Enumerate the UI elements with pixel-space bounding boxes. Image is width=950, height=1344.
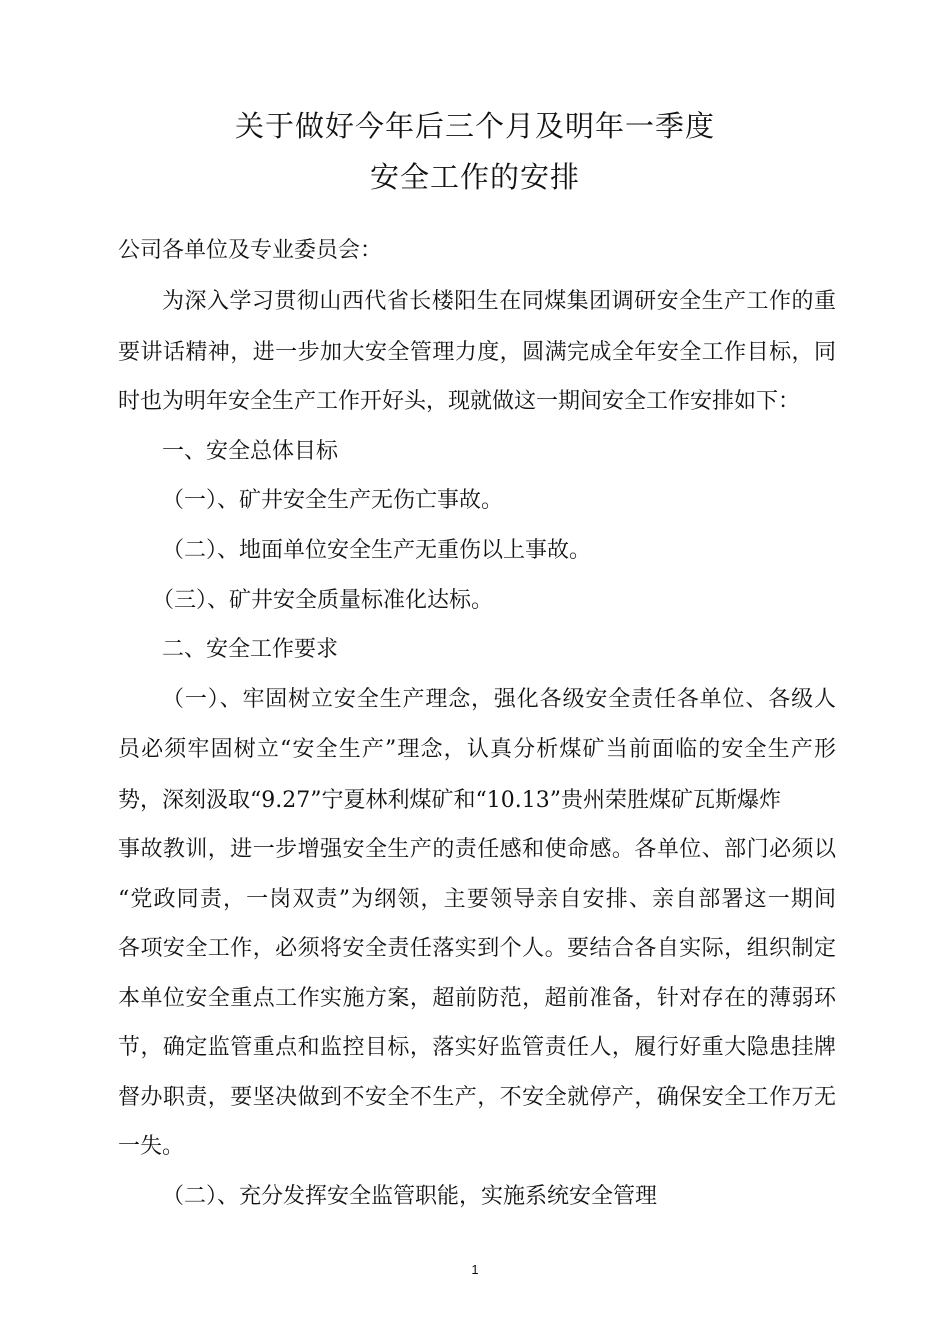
requirement-1-line-1: （一）、牢固树立安全生产理念，强化各级安全责任各单位、各级人 [162,687,836,712]
requirement-2-heading: （二）、充分发挥安全监管职能，实施系统安全管理 [162,1184,658,1209]
requirement-1-line-6: 各项安全工作，必须将安全责任落实到个人。要结合各自实际，组织制定 [118,936,836,961]
goal-item-1: （一）、矿井安全生产无伤亡事故。 [162,488,504,513]
requirement-1-line-4: 事故教训，进一步增强安全生产的责任感和使命感。各单位、部门必须以 [118,837,836,862]
requirement-1-line-8: 节，确定监管重点和监控目标，落实好监管责任人，履行好重大隐患挂牌 [118,1035,836,1060]
document-title-line-2: 安全工作的安排 [369,160,580,194]
requirement-1-line-5: “党政同责，一岗双责”为纲领，主要领导亲自安排、亲自部署这一期间 [118,887,836,912]
requirement-1-line-9: 督办职责，要坚决做到不安全不生产，不安全就停产，确保安全工作万无 [118,1085,836,1110]
section-heading-goals: 一、安全总体目标 [162,439,339,464]
intro-line-2: 要讲话精神，进一步加大安全管理力度，圆满完成全年安全工作目标，同 [118,340,836,365]
requirement-1-line-2: 员必须牢固树立“安全生产”理念，认真分析煤矿当前面临的安全生产形 [118,737,836,762]
section-heading-requirements: 二、安全工作要求 [162,637,339,662]
requirement-1-line-10: 一失。 [118,1134,185,1159]
salutation: 公司各单位及专业委员会： [118,238,383,263]
intro-line-3: 时也为明年安全生产工作开好头，现就做这一期间安全工作安排如下： [118,389,801,414]
goal-item-2: （二）、地面单位安全生产无重伤以上事故。 [162,538,592,563]
goal-item-3: （三）、矿井安全质量标准化达标。 [152,588,494,613]
intro-line-1: 为深入学习贯彻山西代省长楼阳生在同煤集团调研安全生产工作的重 [162,289,836,314]
requirement-1-line-3: 势，深刻汲取“9.27”宁夏林利煤矿和“10.13”贵州荣胜煤矿瓦斯爆炸 [118,788,781,813]
page-number: 1 [471,1262,479,1277]
requirement-1-line-7: 本单位安全重点工作实施方案，超前防范，超前准备，针对存在的薄弱环 [118,986,836,1011]
document-title-line-1: 关于做好今年后三个月及明年一季度 [234,109,715,143]
